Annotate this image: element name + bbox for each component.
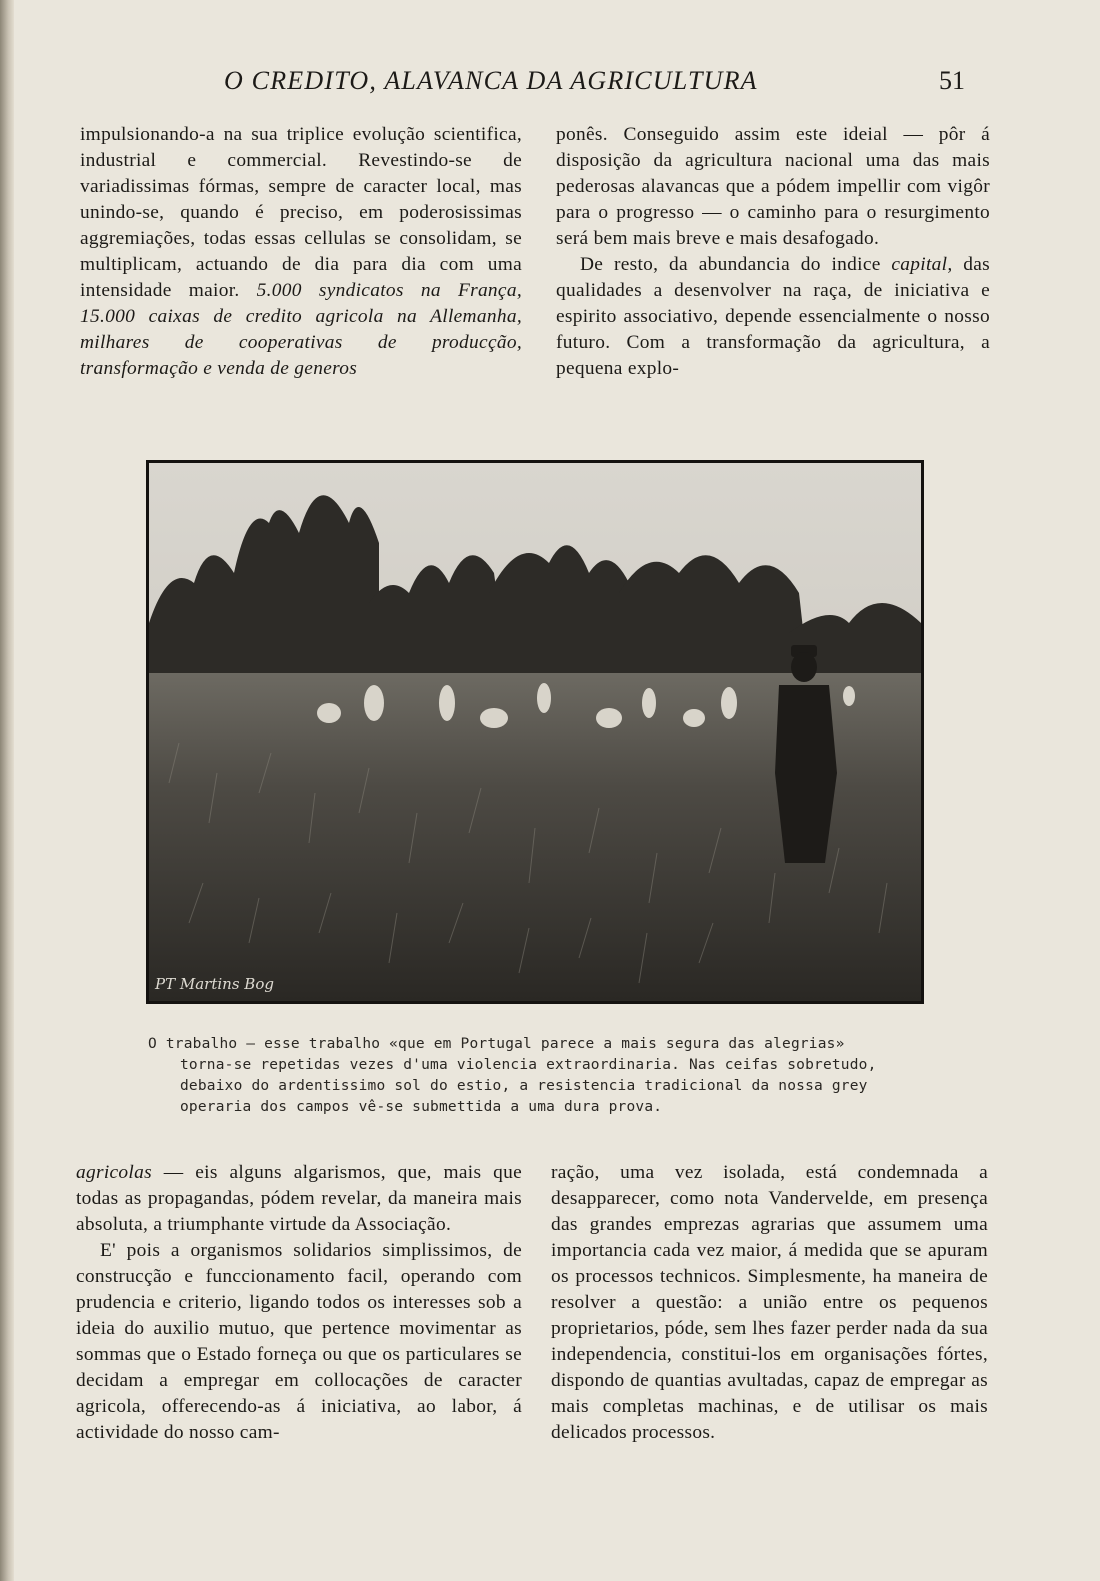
book-binding-edge	[0, 0, 14, 1581]
italic-statistics: 5.000 syndicatos na França, 15.000 caixas de credito agricola na Allemanha, milhares de cooperativas de producção, transformação e venda de generos	[80, 280, 522, 379]
paragraph-text: — eis alguns algarismos, que, mais que todas as propagandas, pódem revelar, da maneira mais absoluta, a triumphante virtude da Associação.	[76, 1162, 522, 1235]
paragraph-text: impulsionando-a na sua triplice evolução scientifica, industrial e commercial. Revestindo-se de variadissimas fórmas, sempre de caracter local, mas unindo-se, quando é preciso, em poderosissimas aggremiações, todas essas cellulas se consolidam, se multiplicam, actuando de dia para dia com uma intensidade maior.	[80, 124, 522, 301]
caption-line: debaixo do ardentissimo sol do estio, a resistencia tradicional da nossa grey	[180, 1078, 868, 1094]
page-number: 51	[939, 66, 965, 95]
paragraph: ponês. Conseguido assim este ideial — pôr á disposição da agricultura nacional uma das mais pederosas alavancas que a pódem impellir com vigôr para o progresso — o caminho para o resurgimento será bem mais breve e mais desafogado.	[556, 124, 990, 249]
paragraph-text: De resto, da abundancia do indice	[580, 254, 892, 275]
caption-line: operaria dos campos vê-se submettida a uma dura prova.	[180, 1099, 663, 1115]
top-right-column	[556, 122, 990, 382]
italic-word: capital,	[891, 254, 953, 275]
paragraph	[556, 252, 990, 382]
running-title: O CREDITO, ALAVANCA DA AGRICULTURA	[224, 66, 758, 95]
top-left-column	[80, 122, 522, 382]
paragraph-text: das qualidades a desenvolver na raça, de iniciativa e espirito associativo, depende essencialmente o nosso futuro. Com a transformação da agricultura, a pequena explo-	[556, 254, 990, 379]
paragraph: ração, uma vez isolada, está condemnada a desapparecer, como nota Vandervelde, em presença das grandes emprezas agrarias que assumem uma importancia cada vez maior, á medida que se apuram os processos technicos. Simplesmente, ha maneira de resolver a questão: a união entre os pequenos proprietarios, póde, sem lhes fazer perder nada da sua independencia, constitui-los em organisações fórtes, dispondo de quantias avultadas, capaz de empregar as mais completas machinas, e de utilisar os mais delicados processos.	[551, 1162, 988, 1443]
italic-word: agricolas	[76, 1162, 152, 1183]
harvest-photograph	[146, 460, 924, 1004]
photographer-signature: PT Martins Bog	[155, 975, 274, 993]
photo-illustration	[149, 463, 921, 1001]
bottom-right-column	[551, 1160, 988, 1446]
caption-line: O trabalho — esse trabalho «que em Portugal parece a mais segura das alegrias»	[148, 1036, 845, 1052]
paragraph	[76, 1160, 522, 1238]
bottom-left-column	[76, 1160, 522, 1446]
caption-line: torna-se repetidas vezes d'uma violencia extraordinaria. Nas ceifas sobretudo,	[180, 1057, 877, 1073]
photo-caption	[148, 1034, 948, 1118]
page-header	[14, 66, 1100, 106]
magazine-page	[14, 0, 1100, 1581]
paragraph	[80, 122, 522, 382]
paragraph: E' pois a organismos solidarios simplissimos, de construcção e funccionamento facil, operando com prudencia e criterio, ligando todos os interesses sob a ideia do auxilio mutuo, que pertence movimentar as sommas que o Estado forneça ou que os particulares se decidam a empregar em collocações de caracter agricola, offerecendo-as á iniciativa, ao labor, á actividade do nosso cam-	[76, 1240, 522, 1443]
